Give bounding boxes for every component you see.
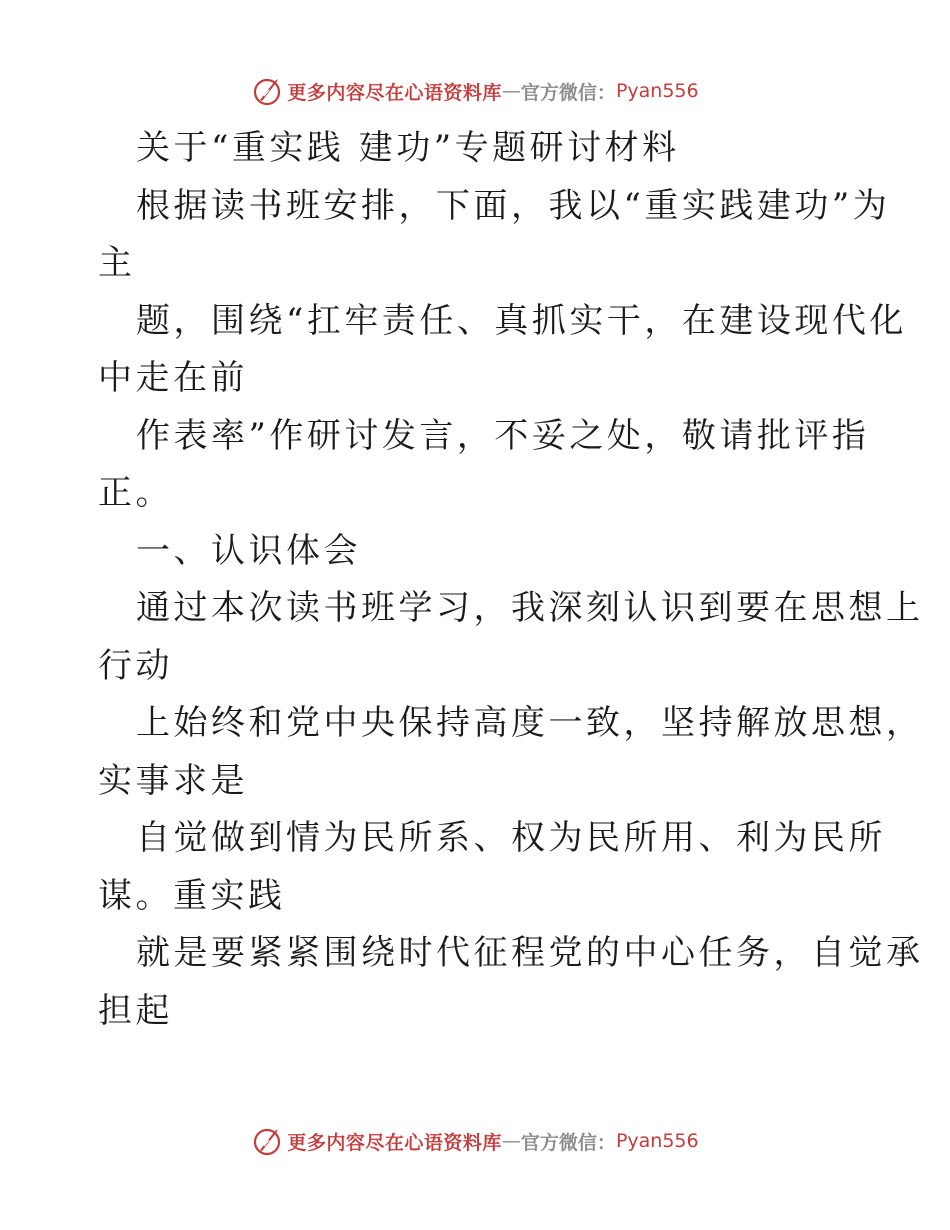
paragraph-line: 中走在前 [98,358,248,398]
paragraph-line: 主 [98,243,136,283]
header-watermark [0,71,950,111]
paragraph-line: 正。 [98,473,173,513]
paragraph-line: 就是要紧紧围绕时代征程党的中心任务，自觉承 [136,933,924,973]
watermark-separator: — [501,1130,521,1152]
watermark-site-text: 更多内容尽在心语资料库 [287,1131,502,1154]
document-body [98,120,924,1040]
quill-pen-circle-icon [251,1125,283,1157]
quill-pen-circle-icon [251,75,283,107]
paragraph-line: 自觉做到情为民所系、权为民所用、利为民所 [136,818,886,858]
document-title: 关于“重实践 建功”专题研讨材料 [136,128,680,168]
watermark-site-text: 更多内容尽在心语资料库 [287,81,502,104]
watermark-separator: — [501,80,521,102]
paragraph-line: 实事求是 [98,760,248,801]
section-heading: 一、认识体会 [136,530,361,571]
paragraph-line: 根据读书班安排，下面，我以“重实践建功”为 [136,185,891,226]
paragraph-line: 通过本次读书班学习，我深刻认识到要在思想上 [136,588,924,628]
paragraph-line: 谋。重实践 [98,875,286,916]
watermark-wechat-label: 官方微信： [520,1131,616,1154]
watermark-account: Pyan556 [615,80,699,102]
footer-watermark [0,1121,950,1161]
paragraph-line: 题，围绕“扛牢责任、真抓实干，在建设现代化 [136,300,907,341]
paragraph-line: 上始终和党中央保持高度一致，坚持解放思想， [136,703,924,743]
paragraph-line: 作表率”作研讨发言，不妥之处，敬请批评指 [136,415,870,456]
paragraph-line: 担起 [98,990,173,1031]
paragraph-line: 行动 [98,645,173,686]
watermark-account: Pyan556 [615,1130,699,1152]
watermark-wechat-label: 官方微信： [520,81,616,104]
